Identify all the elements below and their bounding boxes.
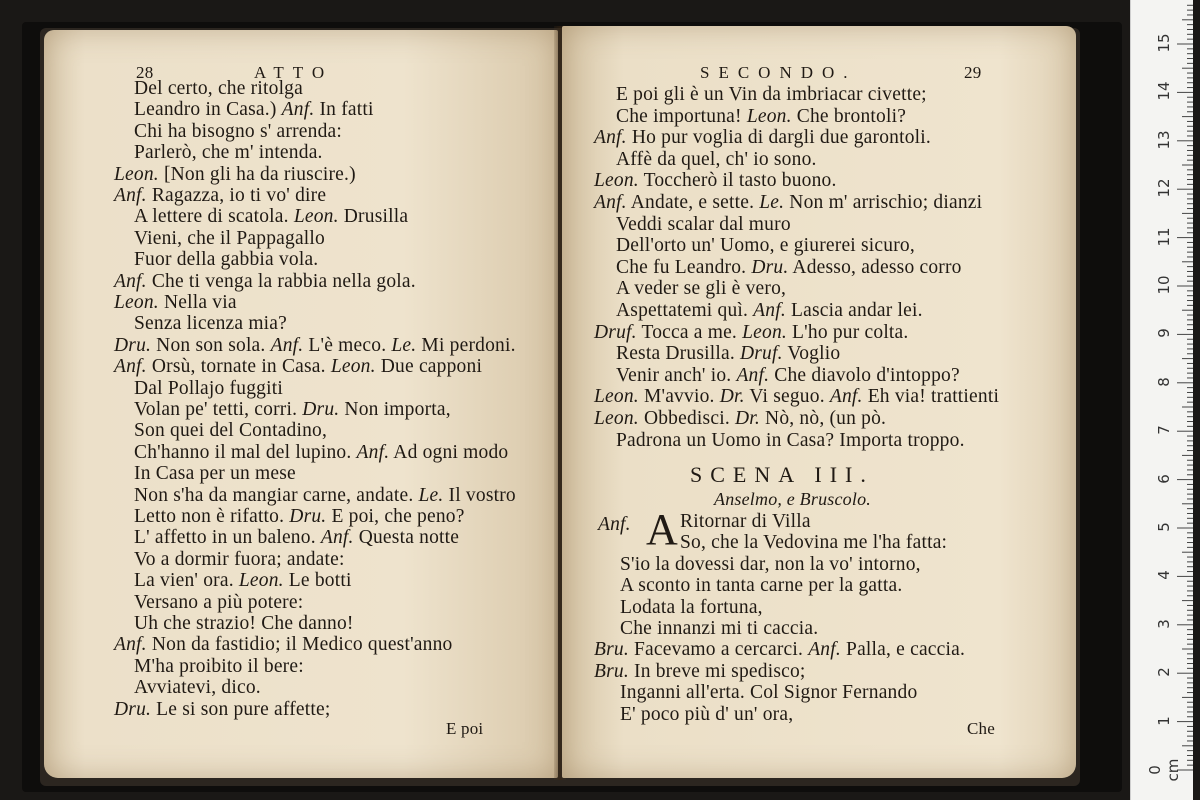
speaker-abbrev: Anf.: [829, 386, 863, 408]
text-line: Lodata la fortuna,: [620, 596, 763, 618]
text-line: S'io la dovessi dar, non la vo' intorno,: [620, 553, 921, 575]
text-line: Letto non è rifatto. Dru. E poi, che peno?: [134, 506, 465, 527]
text-line: A veder se gli è vero,: [616, 278, 787, 300]
text-line: M'ha proibito il bere:: [134, 655, 304, 677]
speaker-abbrev: Leon.: [114, 163, 159, 185]
text-line: Inganni all'erta. Col Signor Fernando: [620, 682, 918, 704]
speaker-abbrev: Leon.: [594, 408, 639, 429]
speaker-abbrev: Anf.: [808, 639, 841, 661]
ruler-number: 5: [1155, 522, 1173, 532]
speaker-abbrev: Anf.: [270, 334, 304, 356]
ruler-number: 10: [1155, 275, 1173, 295]
ruler-number: 6: [1155, 473, 1173, 484]
speaker-abbrev: Anf.: [114, 270, 147, 292]
speaker-abbrev: Anf.: [114, 634, 147, 656]
text-line: Affè da quel, ch' io sono.: [616, 148, 817, 170]
text-line: Vieni, che il Pappagallo: [134, 227, 325, 249]
ruler-number: 14: [1155, 81, 1173, 101]
ruler-number: 1: [1155, 715, 1173, 726]
right-catchword: Che: [967, 719, 995, 738]
ruler-number: 12: [1155, 178, 1173, 198]
text-line: Leon. Nella via: [114, 292, 237, 313]
text-line: La vien' ora. Leon. Le botti: [134, 570, 352, 592]
text-line: Vo a dormir fuora; andate:: [134, 548, 345, 570]
text-line: Padrona un Uomo in Casa? Importa troppo.: [616, 429, 965, 451]
text-line: Ch'hanno il mal del lupino. Anf. Ad ogni modo: [134, 441, 509, 463]
text-line: So, che la Vedovina me l'ha fatta:: [680, 532, 948, 554]
scene-title: SCENA III.: [690, 462, 874, 487]
text-line: Chi ha bisogno s' arrenda:: [134, 120, 343, 142]
speaker-abbrev: Leon.: [742, 321, 787, 343]
text-line: Leon. [Non gli ha da riuscire.): [114, 163, 356, 185]
text-line: Fuor della gabbia vola.: [134, 249, 319, 271]
left-page-number: 28: [136, 63, 154, 82]
text-line: Del certo, che ritolga: [134, 78, 303, 99]
text-line: Anf. Che ti venga la rabbia nella gola.: [114, 270, 416, 292]
speaker-abbrev: Dr.: [734, 408, 760, 429]
speaker-abbrev: Dru.: [114, 698, 152, 720]
speaker-abbrev: Anf.: [356, 441, 390, 463]
speaker-abbrev: Dru.: [302, 399, 340, 420]
ruler-number: 3: [1155, 619, 1173, 629]
text-line: Anf. Ragazza, io ti vo' dire: [114, 185, 327, 206]
text-line: Avviatevi, dico.: [134, 677, 261, 699]
right-running-head: SECONDO.: [700, 63, 857, 82]
speaker-abbrev: Dru.: [751, 256, 789, 278]
speaker-abbrev: Bru.: [594, 660, 629, 682]
speaker-abbrev: Druf.: [739, 343, 783, 365]
text-line: Dal Pollajo fuggiti: [134, 377, 283, 399]
text-line: Senza licenza mia?: [134, 313, 288, 335]
scene-speaker: Anf.: [598, 514, 631, 535]
speaker-abbrev: Dru.: [289, 506, 327, 527]
measurement-ruler: [1130, 0, 1193, 800]
text-line: Non s'ha da mangiar carne, andate. Le. Il vostro: [134, 484, 516, 506]
left-catchword: E poi: [446, 719, 484, 738]
text-line: Resta Drusilla. Druf. Voglio: [616, 343, 841, 365]
text-line: Anf. Ho pur voglia di dargli due garontoli.: [594, 127, 931, 149]
speaker-abbrev: Anf.: [281, 99, 315, 121]
speaker-abbrev: Anf.: [114, 356, 147, 378]
text-line: Venir anch' io. Anf. Che diavolo d'intoppo?: [616, 364, 960, 386]
speaker-abbrev: Anf.: [753, 300, 786, 321]
text-line: Anf. Andate, e sette. Le. Non m' arrischio; dianzi: [594, 192, 983, 213]
text-line: Druf. Tocca a me. Leon. L'ho pur colta.: [594, 321, 909, 343]
text-line: A lettere di scatola. Leon. Drusilla: [134, 206, 409, 228]
ruler-number: 15: [1155, 33, 1173, 53]
text-line: Aspettatemi quì. Anf. Lascia andar lei.: [616, 300, 923, 321]
text-line: Dru. Le si son pure affette;: [114, 698, 331, 720]
ruler-number: 7: [1155, 425, 1173, 435]
speaker-abbrev: Leon.: [114, 292, 159, 313]
text-line: In Casa per un mese: [134, 463, 296, 485]
speaker-abbrev: Anf.: [736, 364, 770, 386]
left-running-head: ATTO: [254, 63, 334, 82]
text-line: Son quei del Contadino,: [134, 420, 328, 442]
text-line: Leandro in Casa.) Anf. In fatti: [134, 99, 374, 121]
speaker-abbrev: Le.: [391, 334, 417, 356]
text-line: Versano a più potere:: [134, 591, 304, 613]
text-line: Volan pe' tetti, corri. Dru. Non importa,: [134, 399, 451, 420]
speaker-abbrev: Bru.: [594, 639, 629, 661]
text-line: E poi gli è un Vin da imbriacar civette;: [616, 84, 927, 105]
text-line: L' affetto in un baleno. Anf. Questa notte: [134, 527, 460, 549]
speaker-abbrev: Anf.: [114, 185, 147, 206]
text-line: Ritornar di Villa: [680, 511, 811, 532]
text-line: Che importuna! Leon. Che brontoli?: [616, 105, 907, 127]
ruler-number: 4: [1155, 570, 1173, 581]
speaker-abbrev: Leon.: [594, 386, 639, 408]
speaker-abbrev: Anf.: [320, 527, 354, 549]
text-line: Bru. Facevamo a cercarci. Anf. Palla, e caccia.: [594, 639, 966, 661]
text-line: Leon. M'avvio. Dr. Vi seguo. Anf. Eh via! trattienti: [594, 386, 1000, 408]
right-page-number: 29: [964, 63, 982, 82]
text-line: Che innanzi mi ti caccia.: [620, 618, 819, 639]
text-line: Uh che strazio! Che danno!: [134, 613, 354, 634]
text-line: Anf. Orsù, tornate in Casa. Leon. Due capponi: [114, 356, 483, 378]
scene-cast: Anselmo, e Bruscolo.: [714, 489, 871, 509]
text-line: Che fu Leandro. Dru. Adesso, adesso corro: [616, 256, 962, 278]
speaker-abbrev: Leon.: [594, 170, 639, 192]
ruler-number: 11: [1155, 227, 1173, 247]
speaker-abbrev: Druf.: [594, 321, 637, 343]
ruler-unit-label: 0 cm: [1146, 758, 1182, 782]
text-line: Leon. Obbedisci. Dr. Nò, nò, (un pò.: [594, 408, 887, 429]
ruler-number: 9: [1155, 328, 1173, 339]
right-page: [562, 26, 1076, 778]
text-line: Bru. In breve mi spedisco;: [594, 660, 806, 682]
speaker-abbrev: Leon.: [746, 105, 792, 127]
speaker-abbrev: Le.: [759, 192, 785, 213]
text-line: Anf. Non da fastidio; il Medico quest'anno: [114, 634, 453, 656]
speaker-abbrev: Le.: [418, 484, 444, 506]
text-line: A sconto in tanta carne per la gatta.: [620, 575, 903, 597]
text-line: Dell'orto un' Uomo, e giurerei sicuro,: [616, 235, 915, 257]
speaker-abbrev: Dr.: [719, 386, 745, 408]
speaker-abbrev: Leon.: [293, 206, 339, 228]
text-line: Leon. Toccherò il tasto buono.: [594, 170, 837, 192]
speaker-abbrev: Anf.: [594, 127, 627, 149]
speaker-abbrev: Leon.: [238, 570, 284, 592]
ruler-number: 8: [1155, 377, 1173, 387]
text-line: E' poco più d' un' ora,: [620, 703, 794, 725]
speaker-abbrev: Leon.: [330, 356, 376, 378]
speaker-abbrev: Dru.: [114, 334, 152, 356]
text-line: Parlerò, che m' intenda.: [134, 142, 323, 164]
ruler-number: 13: [1155, 130, 1173, 150]
initial-letter: A: [646, 505, 678, 554]
text-line: Veddi scalar dal muro: [616, 213, 791, 235]
speaker-abbrev: Anf.: [594, 192, 627, 213]
ruler-number: 2: [1155, 667, 1173, 677]
text-line: Dru. Non son sola. Anf. L'è meco. Le. Mi perdoni.: [114, 334, 516, 356]
left-page: [44, 30, 558, 778]
